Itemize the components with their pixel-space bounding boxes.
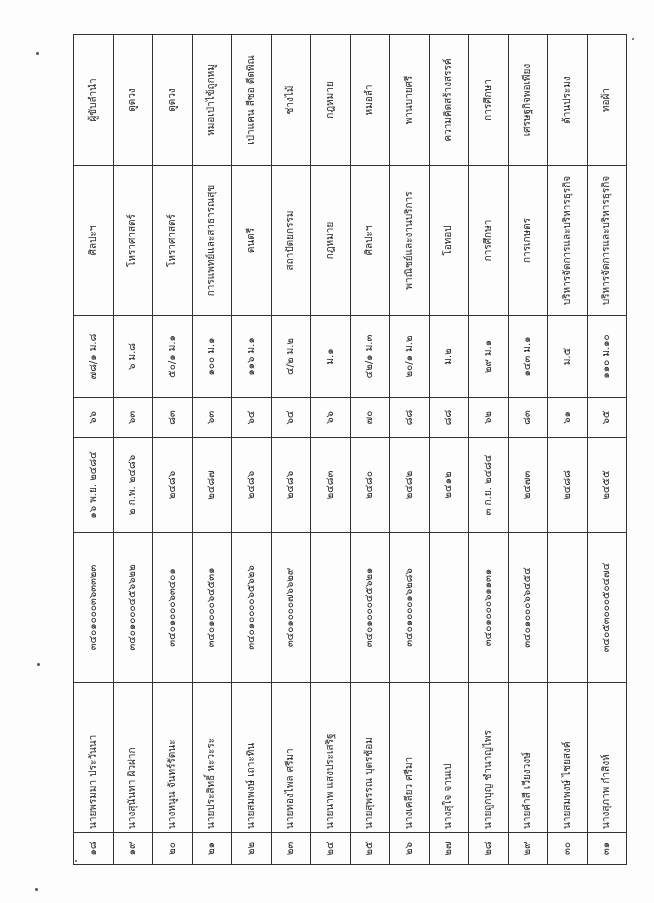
wisdom-field-cell: สถาปัตยกรรม	[271, 166, 311, 316]
id-number-cell: ๓๔๐๑๐๐๐๗๖๖๒๙	[271, 533, 311, 683]
id-number-cell: ๓๔๐๑๐๐๐๐๖๕๖๒๖	[232, 533, 272, 683]
wisdom-field-cell: ศิลปะฯ	[74, 166, 114, 316]
age-cell: ๖๓	[113, 398, 153, 438]
expertise-cell: หมอเป่าไข้ถูกหมู	[192, 35, 232, 166]
age-cell: ๖๖	[74, 398, 114, 438]
person-name-cell: นายสุพรรณ บุตรช้อม	[350, 683, 390, 833]
id-number-cell: ๓๔๐๑๐๐๐๖๑๑๓๑	[469, 533, 509, 683]
birth-date-cell: ๒๔๘๖	[271, 438, 311, 533]
expertise-cell: ผู้ขับลำนำ	[74, 35, 114, 166]
age-cell: ๖๔	[271, 398, 311, 438]
table-row	[548, 35, 588, 865]
row-number-cell: ๒๒	[232, 833, 272, 865]
person-name-cell: นางสุภาพ กำสิงห์	[587, 683, 627, 833]
person-name-cell: นายสมพงษ์ ไชยสงค์	[548, 683, 588, 833]
table-row	[350, 35, 390, 865]
table-body	[74, 35, 627, 865]
person-name-cell: นายประสิทธิ์ หะวะระ	[192, 683, 232, 833]
wisdom-field-cell: พาณิชย์และงานบริการ	[390, 166, 430, 316]
address-cell: ม.๒	[429, 316, 469, 398]
id-number-cell: ๓๔๐๑๐๐๐๔๕๖๒๑	[350, 533, 390, 683]
id-number-cell: ๓๔๐๑๐๐๐๓๖๓๓๒๓	[74, 533, 114, 683]
row-number-cell: ๒๖	[390, 833, 430, 865]
id-number-cell: ๓๔๐๑๐๐๐๔๕๖๖๒๒	[113, 533, 153, 683]
id-number-cell	[548, 533, 588, 683]
row-number-cell: ๑๙	[113, 833, 153, 865]
row-number-cell: ๒๕	[350, 833, 390, 865]
row-number-cell: ๓๐	[548, 833, 588, 865]
row-number-cell: ๒๗	[429, 833, 469, 865]
birth-date-cell: ๒๔๘๓	[311, 438, 351, 533]
wisdom-field-cell: กฎหมาย	[311, 166, 351, 316]
birth-date-cell: ๑๖ พ.ย. ๒๔๘๔	[74, 438, 114, 533]
age-cell: ๗๐	[350, 398, 390, 438]
row-number-cell: ๑๘	[74, 833, 114, 865]
table-row	[429, 35, 469, 865]
person-name-cell: นายพรมมา ประวันนา	[74, 683, 114, 833]
wisdom-table	[73, 34, 627, 865]
row-number-cell: ๒๑	[192, 833, 232, 865]
person-name-cell: นายคำสี เวียงวงษ์	[508, 683, 548, 833]
birth-date-cell: ๒๔๕๕	[587, 438, 627, 533]
wisdom-field-cell: โหราศาสตร์	[153, 166, 193, 316]
expertise-cell: เศรษฐกิจพอเพียง	[508, 35, 548, 166]
address-cell: ๖ ม.๘	[113, 316, 153, 398]
address-cell: ๑๐๐ ม.๑	[192, 316, 232, 398]
scan-speck	[632, 38, 634, 40]
birth-date-cell: ๒๔๘๗	[192, 438, 232, 533]
wisdom-field-cell: บริหารจัดการและบริหารธุรกิจ	[548, 166, 588, 316]
wisdom-field-cell: การแพทย์และสาธารณสุข	[192, 166, 232, 316]
row-number-cell: ๒๙	[508, 833, 548, 865]
id-number-cell: ๓๔๐๑๐๐๐๖๖๔๕๔	[508, 533, 548, 683]
table-row	[587, 35, 627, 865]
person-name-cell: นายนาพ แสงประเสริฐ	[311, 683, 351, 833]
table-row	[113, 35, 153, 865]
age-cell: ๘๘	[390, 398, 430, 438]
address-cell: ๗๘/๑ ม.๘	[74, 316, 114, 398]
expertise-cell: ความคิดสร้างสรรค์	[429, 35, 469, 166]
address-cell: ๑๑๖ ม.๑	[232, 316, 272, 398]
wisdom-field-cell: โหราศาสตร์	[113, 166, 153, 316]
id-number-cell: ๓๔๐๑๐๐๐๑๖๒๘๖	[390, 533, 430, 683]
birth-date-cell: ๓ ก.ย. ๒๔๘๔	[469, 438, 509, 533]
age-cell: ๖๑	[548, 398, 588, 438]
address-cell: ๒๙ ม.๑	[469, 316, 509, 398]
scan-speck	[36, 52, 39, 55]
address-cell: ๕๐/๑ ม.๑	[153, 316, 193, 398]
birth-date-cell: ๒๔๑๒	[429, 438, 469, 533]
person-name-cell: นายทองไพล ศรีมา	[271, 683, 311, 833]
table-row	[192, 35, 232, 865]
scan-speck	[75, 860, 77, 862]
age-cell: ๖๔	[232, 398, 272, 438]
person-name-cell: นายสมพงษ์ เถาะทิน	[232, 683, 272, 833]
address-cell: ๑๔๓ ม.๑	[508, 316, 548, 398]
id-number-cell: ๓๔๐๑๐๐๐๖๔๕๓๑	[192, 533, 232, 683]
table-row	[153, 35, 193, 865]
table-row	[508, 35, 548, 865]
birth-date-cell: ๒๔๗๓	[508, 438, 548, 533]
table-row	[74, 35, 114, 865]
age-cell: ๘๓	[153, 398, 193, 438]
expertise-cell: กฎหมาย	[311, 35, 351, 166]
birth-date-cell: ๒๔๘๖	[153, 438, 193, 533]
expertise-cell: เป่าแคน สีซอ ดีดพิณ	[232, 35, 272, 166]
birth-date-cell: ๒๔๘๖	[232, 438, 272, 533]
person-name-cell: นายถูกบุญ ชำนาญไพร	[469, 683, 509, 833]
id-number-cell	[429, 533, 469, 683]
row-number-cell: ๒๘	[469, 833, 509, 865]
table-row	[232, 35, 272, 865]
expertise-cell: พานบายศรี	[390, 35, 430, 166]
id-number-cell: ๓๔๐๑๐๐๐๖๓๔๐๑	[153, 533, 193, 683]
id-number-cell	[311, 533, 351, 683]
expertise-cell: ทอผ้า	[587, 35, 627, 166]
age-cell: ๖๓	[192, 398, 232, 438]
expertise-cell: ดูดวง	[113, 35, 153, 166]
row-number-cell: ๒๔	[311, 833, 351, 865]
address-cell: ม.๕	[548, 316, 588, 398]
person-name-cell: นางสุนันทา ผิวฝาก	[113, 683, 153, 833]
birth-date-cell: ๒๔๘๒	[390, 438, 430, 533]
expertise-cell: ด้านประมง	[548, 35, 588, 166]
expertise-cell: หมอลำ	[350, 35, 390, 166]
address-cell: ๔/๒ ม.๒	[271, 316, 311, 398]
table-row	[469, 35, 509, 865]
expertise-cell: ดูดวง	[153, 35, 193, 166]
wisdom-field-cell: การศึกษา	[469, 166, 509, 316]
table-row	[390, 35, 430, 865]
scan-speck	[37, 663, 40, 666]
birth-date-cell: ๒๔๘๘	[548, 438, 588, 533]
age-cell: ๘๘	[429, 398, 469, 438]
address-cell: ๑๑๐ ม.๑๐	[587, 316, 627, 398]
table-row	[271, 35, 311, 865]
scan-speck	[35, 888, 38, 891]
address-cell: ๒๐/๑ ม.๒	[390, 316, 430, 398]
expertise-cell: การศึกษา	[469, 35, 509, 166]
age-cell: ๖๕	[587, 398, 627, 438]
row-number-cell: ๓๑	[587, 833, 627, 865]
wisdom-field-cell: ศิลปะฯ	[350, 166, 390, 316]
birth-date-cell: ๒ ก.พ. ๒๔๘๖	[113, 438, 153, 533]
address-cell: ๔๒/๑ ม.๓	[350, 316, 390, 398]
wisdom-field-cell: บริหารจัดการและบริหารธุรกิจ	[587, 166, 627, 316]
person-name-cell: นางเคลียว ศรีมา	[390, 683, 430, 833]
wisdom-field-cell: ดนตรี	[232, 166, 272, 316]
id-number-cell: ๓๔๐๕๓๐๐๐๕๐๔๗๔	[587, 533, 627, 683]
birth-date-cell: ๒๔๘๐	[350, 438, 390, 533]
rotated-table-container	[73, 35, 627, 865]
address-cell: ม.๑	[311, 316, 351, 398]
age-cell: ๖๖	[311, 398, 351, 438]
age-cell: ๖๒	[469, 398, 509, 438]
person-name-cell: นางสุใจ จานเป	[429, 683, 469, 833]
row-number-cell: ๒๐	[153, 833, 193, 865]
row-number-cell: ๒๓	[271, 833, 311, 865]
table-row	[311, 35, 351, 865]
wisdom-field-cell: การเกษตร	[508, 166, 548, 316]
age-cell: ๘๓	[508, 398, 548, 438]
expertise-cell: ช่างไม้	[271, 35, 311, 166]
person-name-cell: นางหนูน จันทร์รัตนะ	[153, 683, 193, 833]
wisdom-field-cell: โอทอป	[429, 166, 469, 316]
